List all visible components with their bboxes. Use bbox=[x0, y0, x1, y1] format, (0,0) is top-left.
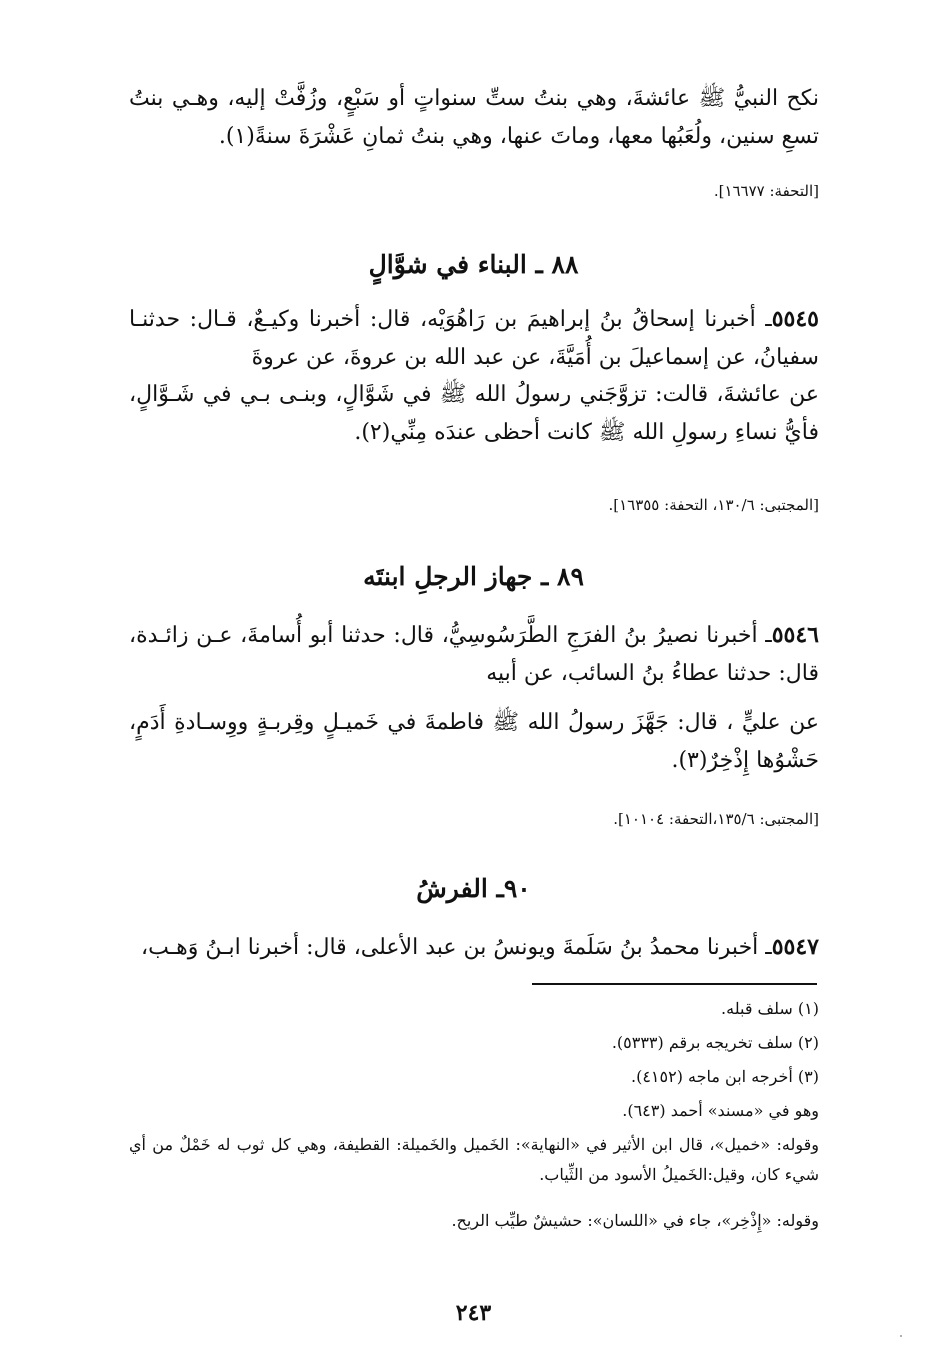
isnad-text: ـ أخبرنا محمدُ بنُ سَلَمةَ ويونسُ بن عبد الأعلى، قال: أخبرنا ابـنُ وَهـب، bbox=[140, 935, 772, 960]
continuation-paragraph: نكح النبيُّ ﷺ عائشةَ، وهي بنتُ ستِّ سنواتٍ أو سَبْعٍ، وزُفَّتْ إليه، وهـي بنتُ تسعِ سنين، ولُعَبُها معها، وماتَ عنها، وهي بنتُ ثمانِ عَشْرَةَ سنةً(١). bbox=[129, 86, 819, 149]
page-number: ٢٤٣ bbox=[455, 1300, 492, 1326]
hadith-number: ٥٥٤٧ bbox=[771, 934, 819, 960]
isnad-text: ـ أخبرنا نصيرُ بنُ الفرَجِ الطَّرَسُوسِيُّ، قال: حدثنا أبو أُسامةَ، عـن زائـدة، قال: حدثنا عطاءُ بنُ السائب، عن أبيه bbox=[129, 623, 819, 686]
hadith-number: ٥٥٤٥ bbox=[771, 306, 819, 332]
chapter-heading-88: ٨٨ ـ البناء في شوَّالٍ bbox=[368, 250, 579, 279]
footnote-3-khamil: وقوله: «خميل»، قال ابن الأثير في «النهاية»: الخَميل والخَميلة: القطيفة، وهي كل ثوب له خَمْلٌ من أي شيء كان، وقيل:الخَميلُ الأسود من الثِّياب. bbox=[129, 1135, 819, 1184]
footnote-2: (٢) سلف تخريجه برقم (٥٣٣٣). bbox=[611, 1033, 819, 1052]
hadith-5546-isnad bbox=[129, 616, 819, 693]
footnote-1: (١) سلف قبله. bbox=[721, 999, 819, 1018]
footnote-3-idhkhir: وقوله: «إِذْخِر»، جاء في «اللسان»: حشيشٌ طيِّب الريح. bbox=[451, 1211, 819, 1230]
tuhfa-reference: [التحفة: ١٦٦٧٧]. bbox=[713, 182, 819, 200]
footnote-3-musnad: وهو في «مسند» أحمد (٦٤٣). bbox=[622, 1101, 819, 1120]
hadith-5545-reference: [المجتبى: ١٣٠/٦، التحفة: ١٦٣٥٥]. bbox=[608, 496, 819, 514]
hadith-5546-reference: [المجتبى: ١٣٥/٦،التحفة: ١٠١٠٤]. bbox=[613, 810, 819, 828]
hadith-number: ٥٥٤٦ bbox=[771, 622, 819, 648]
footnote-separator bbox=[532, 983, 817, 985]
hadith-5545-matn: عن عائشةَ، قالت: تزوَّجَني رسولُ الله ﷺ في شَوَّالٍ، وبنـى بـي في شَـوَّالٍ، فأيُّ نساءِ رسولِ الله ﷺ كانت أحظى عندَه مِنِّي(٢). bbox=[129, 382, 819, 445]
isnad-text: ـ أخبرنا إسحاقُ بنُ إبراهيمَ بن رَاهُوَيْه، قال: أخبرنا وكيـعٌ، قـال: حدثنـا سفيانُ، عن إسماعيلَ بن أُمَيَّةَ، عن عبد الله بن عروةَ، عن عروةَ bbox=[129, 307, 819, 370]
hadith-5545-isnad bbox=[129, 300, 819, 377]
scan-speck bbox=[900, 1335, 902, 1337]
hadith-5546-matn: عن عليٍّ ، قال: جَهَّزَ رسولُ الله ﷺ فاطمةَ في خَميـلٍ وقِربـةٍ ووِسـادةِ أَدَمٍ، حَشْوُها إِذْخِرٌ(٣). bbox=[129, 710, 819, 773]
chapter-heading-90: ٩٠ـ الفرشُ bbox=[416, 874, 531, 903]
chapter-heading-89: ٨٩ ـ جهاز الرجلِ ابنتَه bbox=[363, 562, 584, 591]
hadith-5547-isnad bbox=[129, 928, 819, 967]
footnote-3: (٣) أخرجه ابن ماجه (٤١٥٢). bbox=[631, 1067, 819, 1086]
